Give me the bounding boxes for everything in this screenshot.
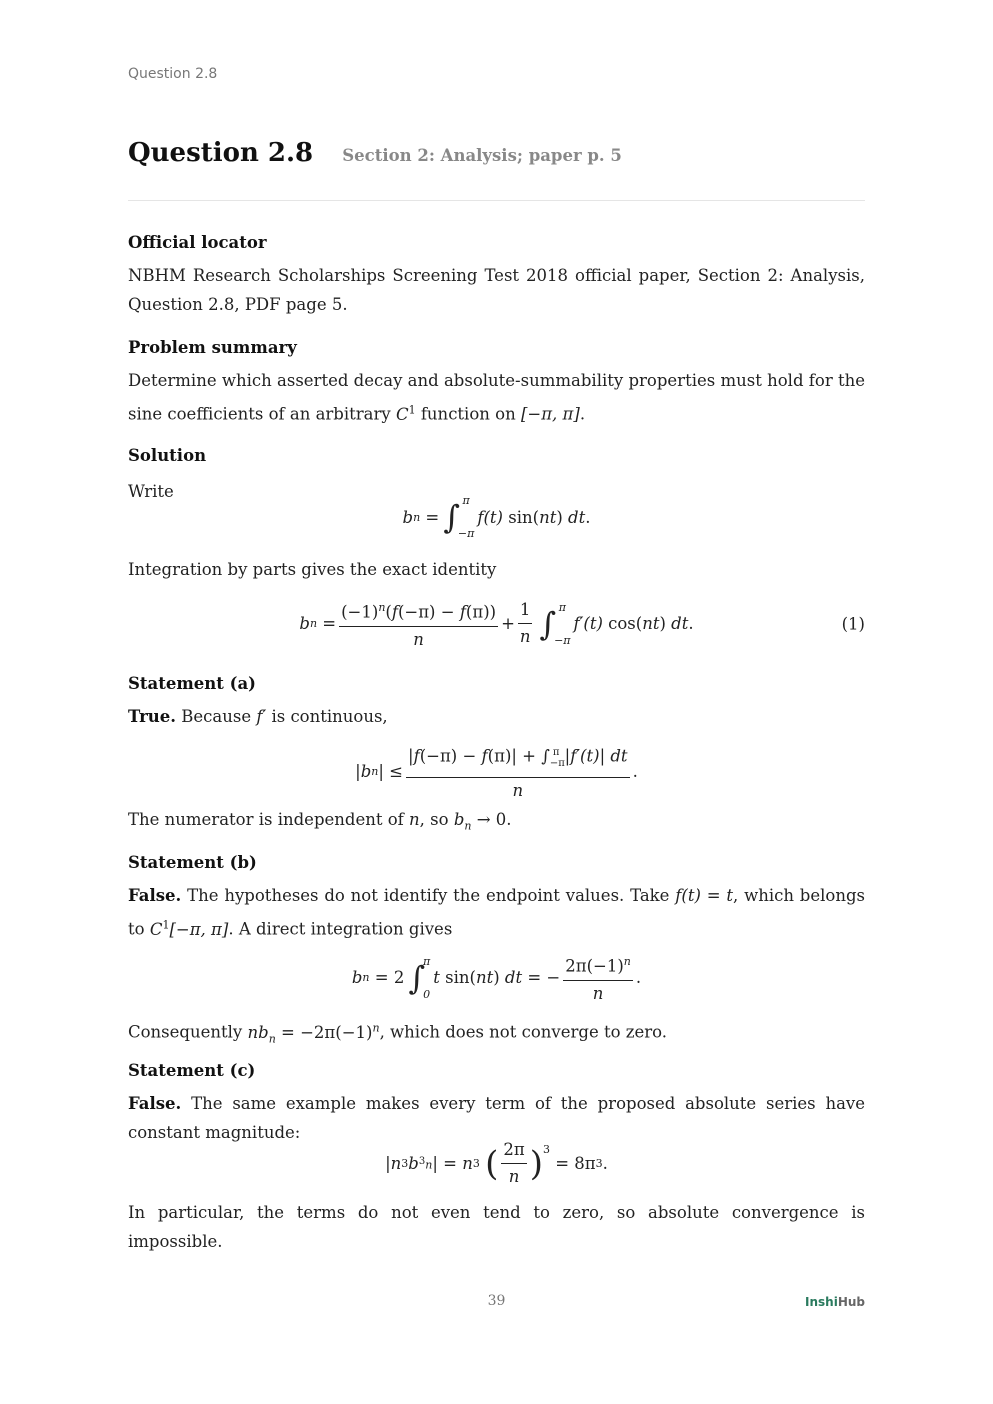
equation-example-b: b n = 2 ∫ π 0 t sin( nt ) dt = − $\frac{2\pi(-1)^n}{n}$ . <box>128 952 865 1004</box>
title-divider <box>128 200 865 201</box>
solution-heading: Solution <box>128 446 207 465</box>
page-title: Question 2.8 <box>128 138 314 168</box>
running-header: Question 2.8 <box>128 66 218 82</box>
locator-text: NBHM Research Scholarships Screening Test 2018 official paper, Section 2: Analysis, Question 2.8, PDF page 5. <box>128 266 865 314</box>
summary-text-before: Determine which asserted decay and absolute-summability properties must hold for the sine coefficients of an arbitrary <box>128 371 865 424</box>
statement-c-text: False. The same example makes every term of the proposed absolute series have constant magnitude: <box>128 1094 865 1142</box>
equation-number: (1) <box>841 614 865 634</box>
brand-logo: InshiHub <box>805 1295 865 1309</box>
solution-after-eq: Integration by parts gives the exact identity <box>128 560 497 579</box>
title-row <box>128 138 622 168</box>
summary-math-interval: [−π, π] <box>520 404 580 424</box>
summary-math-c1: $C^1$ <box>395 403 416 424</box>
statement-c-verdict: False. <box>128 1094 182 1113</box>
statement-b-heading: Statement (b) <box>128 853 257 872</box>
statement-b-verdict: False. <box>128 886 182 905</box>
equation-magnitude-c: | n 3 b $^3$n | = n 3 ( $\frac{2\pi}{n}$ ) $^3$ = 8π 3 . <box>385 1140 608 1186</box>
summary-text: Determine which asserted decay and absolute-summability properties must hold for the sine coefficients of an arbitrary $C^1$ function on [−π, π]. <box>128 371 865 424</box>
summary-heading: Problem summary <box>128 338 297 357</box>
summary-text-mid: function on <box>420 404 516 424</box>
statement-a-verdict: True. <box>128 707 177 726</box>
statement-a-text: True. Because f′ is continuous, <box>128 707 388 726</box>
equation-bound-a: | b n | ≤ $\frac{|f(-\pi) - f(\pi)| + \int_{-\pi}^\pi |f'(t)| dt}{n}$ . <box>128 743 865 801</box>
page-subtitle: Section 2: Analysis; paper p. 5 <box>342 146 622 165</box>
page-number: 39 <box>487 1293 506 1309</box>
statement-a-after: The numerator is independent of n, so $b_n \to 0$. <box>128 810 512 833</box>
locator-heading: Official locator <box>128 233 267 252</box>
solution-intro: Write <box>128 482 174 501</box>
statement-c-heading: Statement (c) <box>128 1061 256 1080</box>
statement-c-after: In particular, the terms do not even tend to zero, so absolute convergence is impossible. <box>128 1203 865 1251</box>
statement-b-text: False. The hypotheses do not identify the endpoint values. Take f(t) = t, which belongs to $C^1[-\pi$, π]. A direct integration gives <box>128 886 866 939</box>
statement-b-after: Consequently $nb_n = -2\pi(-1)^n$, which does not converge to zero. <box>128 1021 667 1045</box>
statement-a-heading: Statement (a) <box>128 674 256 693</box>
equation-bn-definition: b n = ∫ π −π f(t) sin( nt ) dt . <box>402 494 591 540</box>
equation-integration-by-parts: b n = $\frac{(-1)^n(f(-\pi) - f(\pi))}{n}$ + $\frac{1}{n}$ ∫ π −π f′(t) cos( nt ) dt . (1) <box>128 598 865 650</box>
